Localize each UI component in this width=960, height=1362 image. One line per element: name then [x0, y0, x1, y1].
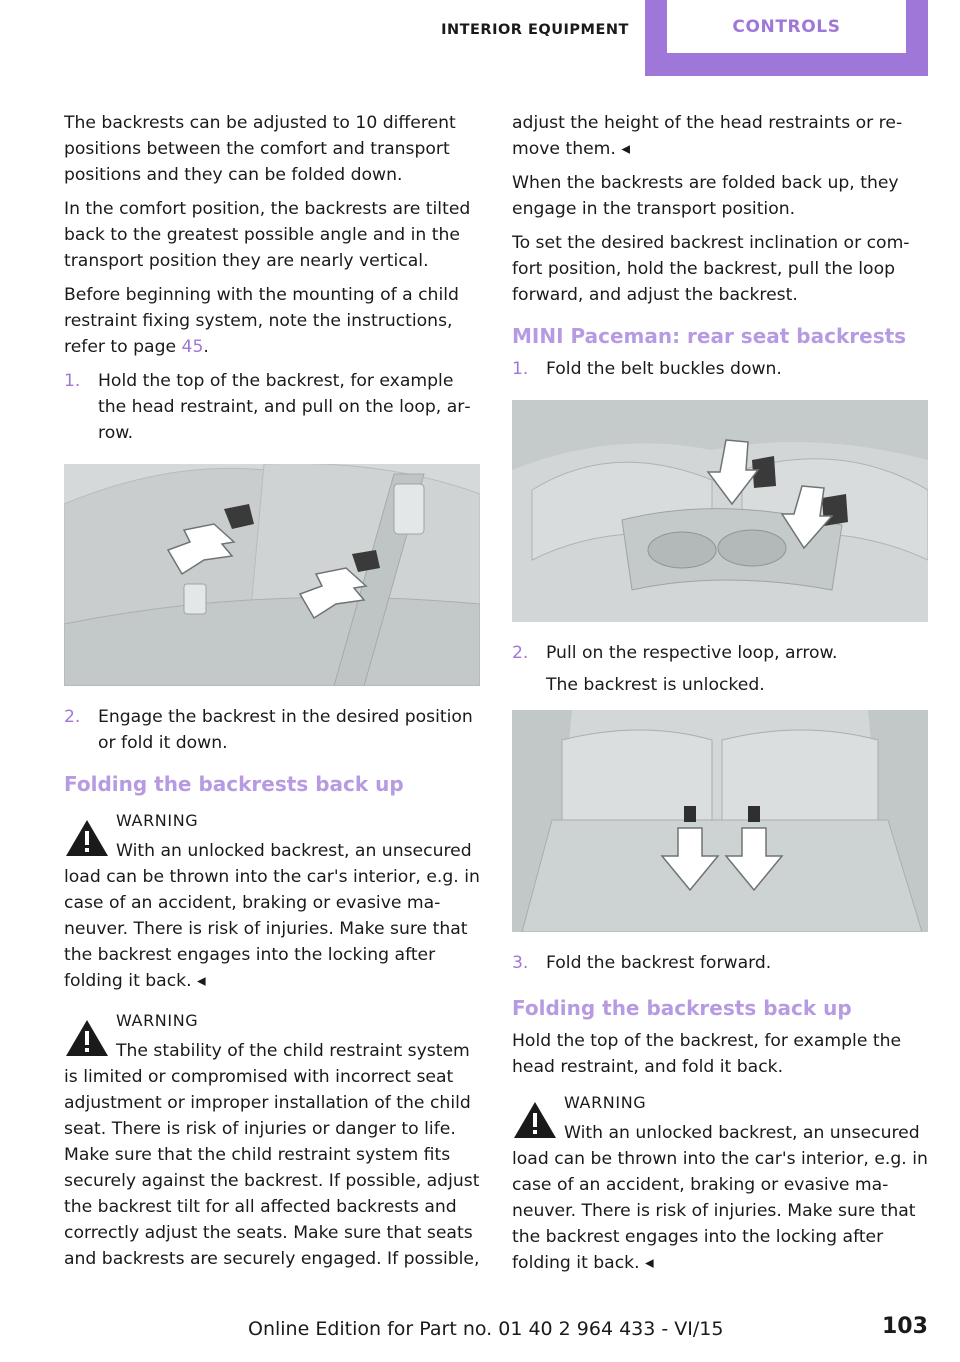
- figure-belt-buckles: [512, 400, 928, 622]
- step-3: [512, 950, 930, 976]
- warning-text: The stability of the child restraint system is limited or compromised with incorrect seat adjustment or improper installation of the child seat. There is risk of injuries or danger to life. Make sure that the child restraint system fits securely against the backrest. If possible, adjust the backrest tilt for all affected backrests and correctly adjust the seats. Make sure that seats and backrests are securely engaged. If possible,: [64, 1041, 480, 1269]
- step-text: Engage the backrest in the desired position or fold it down.: [98, 707, 473, 753]
- paragraph: In the comfort position, the backrests are tilted back to the greatest possible angle and in the transport position they are nearly vertical.: [64, 199, 471, 271]
- step-2: [64, 704, 482, 756]
- step-number: 1.: [64, 371, 81, 391]
- warning-label: WARNING: [564, 1093, 647, 1112]
- paragraph: When the backrests are folded back up, they engage in the transport position.: [512, 173, 899, 219]
- chapter-tab-label: CONTROLS: [667, 0, 906, 53]
- left-column: [64, 110, 482, 1286]
- warning-block: [512, 1090, 930, 1276]
- section-heading: Folding the backrests back up: [64, 772, 404, 796]
- warning-icon: [512, 1100, 558, 1140]
- paragraph: The backrests can be adjusted to 10 different positions between the comfort and transport positions and they can be folded down.: [64, 113, 456, 185]
- step-text: Fold the backrest forward.: [546, 953, 772, 973]
- step-number: 2.: [512, 643, 529, 663]
- step-text: Hold the top of the backrest, for example the head restraint, and pull on the loop, ar‐ row.: [98, 371, 471, 443]
- warning-icon: [64, 1018, 110, 1058]
- step-2: [512, 640, 930, 666]
- section-heading: Folding the backrests back up: [512, 996, 852, 1020]
- step-number: 3.: [512, 953, 529, 973]
- warning-label: WARNING: [116, 1011, 199, 1030]
- paragraph: To set the desired backrest inclination or com‐ fort position, hold the backrest, pull the loop forward, and adjust the backrest.: [512, 233, 910, 305]
- paragraph: adjust the height of the head restraints or re‐ move them. ◂: [512, 113, 903, 159]
- figure-trunk-loops: [512, 710, 928, 932]
- step-number: 2.: [64, 707, 81, 727]
- warning-text: With an unlocked backrest, an unsecured load can be thrown into the car's interior, e.g. in case of an accident, braking or evasive ma‐ neuver. There is risk of injuries. Make sure that the backrest engages into the locking after folding it back. ◂: [512, 1123, 928, 1273]
- online-edition-note: Online Edition for Part no. 01 40 2 964 433 - VI/15: [248, 1318, 724, 1340]
- step-text: Pull on the respective loop, arrow.: [546, 643, 838, 663]
- warning-label: WARNING: [116, 811, 199, 830]
- step-number: 1.: [512, 359, 529, 379]
- paragraph: Before beginning with the mounting of a child restraint fixing system, note the instructions, refer to page 45.: [64, 285, 459, 357]
- step-1: [512, 356, 930, 382]
- step-text: Fold the belt buckles down.: [546, 359, 782, 379]
- section-heading: MINI Paceman: rear seat backrests: [512, 324, 907, 348]
- chapter-tab[interactable]: [645, 0, 928, 76]
- section-title: INTERIOR EQUIPMENT: [441, 22, 629, 38]
- page-link[interactable]: 45: [181, 337, 204, 357]
- step-1: [64, 368, 482, 446]
- warning-block: [64, 1008, 482, 1272]
- warning-icon: [64, 818, 110, 858]
- right-column: [512, 110, 930, 1290]
- warning-text: With an unlocked backrest, an unsecured load can be thrown into the car's interior, e.g. in case of an accident, braking or evasive ma‐ neuver. There is risk of injuries. Make sure that the backrest engages into the locking after folding it back. ◂: [64, 841, 480, 991]
- figure-backrest-loop: [64, 464, 480, 686]
- page-number: 103: [882, 1314, 928, 1339]
- warning-block: [64, 808, 482, 994]
- step-subtext: The backrest is unlocked.: [546, 675, 765, 695]
- paragraph: Hold the top of the backrest, for example the head restraint, and fold it back.: [512, 1031, 902, 1077]
